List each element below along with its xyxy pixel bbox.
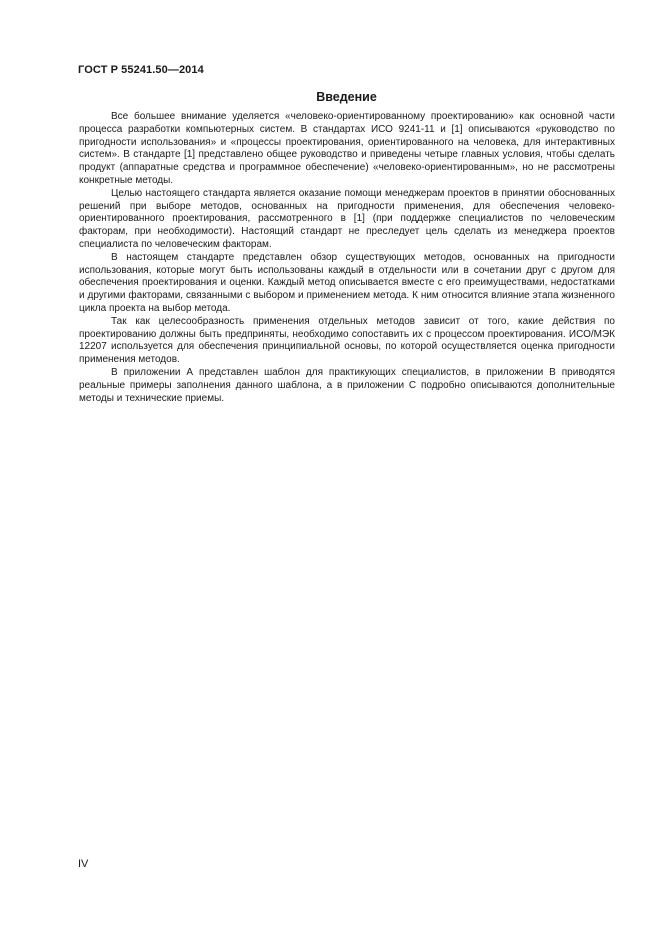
- paragraph: Все большее внимание уделяется «человеко-ориентированному проектированию» как основной части процесса разработки компьютерных систем. В стандартах ИСО 9241-11 и [1] описываются «руководство по пригодности использования» и «процессы проектирования, ориентированного на человека, для интерактивных систем». В стандарте [1] представлено общее руководство и приведены четыре главных условия, чтобы сделать продукт (аппаратные средства и программное обеспечение) «человеко-ориентированным», но не рассмотрены конкретные методы.: [79, 111, 615, 186]
- section-body: [79, 111, 615, 405]
- paragraph: В приложении А представлен шаблон для практикующих специалистов, в приложении В приводятся реальные примеры заполнения данного шаблона, а в приложении С подробно описываются дополнительные методы и технические приемы.: [79, 366, 615, 404]
- paragraph: Целью настоящего стандарта является оказание помощи менеджерам проектов в принятии обоснованных решений при выборе методов, основанных на пригодности применения, для обеспечения человеко-ориентированного проектирования, рассмотренного в [1] (при поддержке специалистов по человеческим факторам, при необходимости). Настоящий стандарт не преследует цель сделать из менеджера проектов специалиста по человеческим факторам.: [79, 187, 615, 250]
- standard-header: ГОСТ Р 55241.50—2014: [78, 64, 204, 76]
- paragraph: Так как целесообразность применения отдельных методов зависит от того, какие действия по проектированию должны быть предприняты, необходимо сопоставить их с процессом проектирования. ИСО/МЭК 12207 используется для обеспечения принципиальной основы, по которой осуществляется оценка пригодности применения методов.: [79, 315, 615, 366]
- paragraph: В настоящем стандарте представлен обзор существующих методов, основанных на пригодности использования, которые могут быть использованы каждый в отдельности или в сочетании друг с другом для обеспечения проектирования и оценки. Каждый метод описывается вместе с его преимуществами, недостатками и другими факторами, связанными с выбором и применением метода. К ним относится влияние этапа жизненного цикла проекта на выбор метода.: [79, 251, 615, 314]
- page-number: IV: [78, 858, 89, 870]
- section-title: Введение: [316, 90, 377, 104]
